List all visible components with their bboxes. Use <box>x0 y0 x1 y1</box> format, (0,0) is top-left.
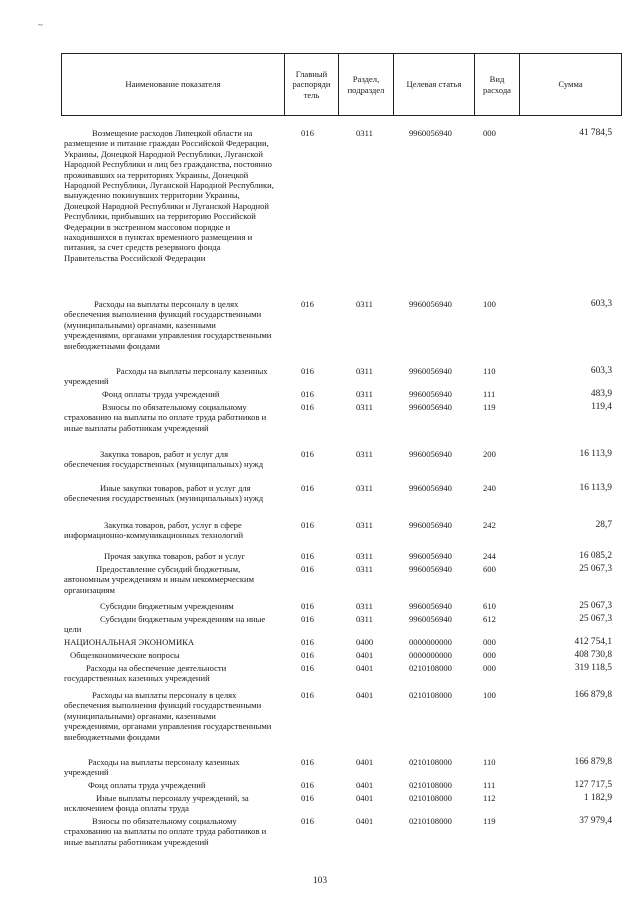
row-cs: 9960056940 <box>409 520 452 530</box>
row-cs: 0210108000 <box>409 757 452 767</box>
row-vr: 100 <box>483 299 496 309</box>
row-name: Закупка товаров, работ, услуг в сфере информационно-коммуникационных технологий <box>64 520 244 541</box>
row-razdel: 0401 <box>356 650 374 660</box>
row-cs: 0210108000 <box>409 780 452 790</box>
row-razdel: 0311 <box>356 299 373 309</box>
row-glav: 016 <box>301 402 314 412</box>
row-vr: 100 <box>483 690 496 700</box>
row-sum: 16 113,9 <box>579 449 612 459</box>
row-sum: 119,4 <box>591 402 612 412</box>
row-vr: 000 <box>483 663 496 673</box>
row-cs: 9960056940 <box>409 389 452 399</box>
row-cs: 9960056940 <box>409 564 452 574</box>
row-name: Иные закупки товаров, работ и услуг для обеспечения государственных (муниципальных) нужд <box>64 483 264 504</box>
row-sum: 166 879,8 <box>574 757 612 767</box>
table-header <box>61 53 622 116</box>
row-name: Взносы по обязательному социальному страхованию на выплаты по оплате труда работников и иные выплаты работникам учреждений <box>64 402 267 433</box>
row-glav: 016 <box>301 551 314 561</box>
row-razdel: 0311 <box>356 520 373 530</box>
row-razdel: 0401 <box>356 780 374 790</box>
row-glav: 016 <box>301 757 314 767</box>
row-razdel: 0311 <box>356 402 373 412</box>
row-name: Расходы на выплаты персоналу казенных учреждений <box>64 757 240 778</box>
row-sum: 16 085,2 <box>579 551 612 561</box>
row-cs: 0210108000 <box>409 793 452 803</box>
row-name: Фонд оплаты труда учреждений <box>102 389 220 399</box>
row-sum: 127 717,5 <box>574 780 612 790</box>
row-cs: 0000000000 <box>409 637 452 647</box>
row-glav: 016 <box>301 780 314 790</box>
row-sum: 25 067,3 <box>579 601 612 611</box>
row-razdel: 0401 <box>356 816 374 826</box>
row-razdel: 0311 <box>356 601 373 611</box>
row-razdel: 0401 <box>356 757 374 767</box>
row-cs: 9960056940 <box>409 402 452 412</box>
row-cs: 9960056940 <box>409 128 452 138</box>
row-cs: 9960056940 <box>409 551 452 561</box>
row-razdel: 0311 <box>356 614 373 624</box>
row-name: Иные выплаты персоналу учреждений, за исключением фонда оплаты труда <box>64 793 249 814</box>
row-sum: 166 879,8 <box>574 690 612 700</box>
row-cs: 9960056940 <box>409 601 452 611</box>
row-glav: 016 <box>301 816 314 826</box>
row-cs: 0210108000 <box>409 816 452 826</box>
row-cs: 9960056940 <box>409 449 452 459</box>
header-razdel: Раздел, подраздел <box>339 54 394 115</box>
row-vr: 110 <box>483 366 496 376</box>
corner-mark: ~ <box>38 20 43 30</box>
row-vr: 000 <box>483 128 496 138</box>
row-vr: 111 <box>483 780 496 790</box>
row-glav: 016 <box>301 793 314 803</box>
row-cs: 9960056940 <box>409 614 452 624</box>
row-glav: 016 <box>301 663 314 673</box>
row-sum: 41 784,5 <box>579 128 612 138</box>
row-vr: 000 <box>483 650 496 660</box>
row-name: Субсидии бюджетным учреждениям на иные цели <box>64 614 266 635</box>
row-vr: 112 <box>483 793 496 803</box>
row-vr: 244 <box>483 551 496 561</box>
row-glav: 016 <box>301 601 314 611</box>
row-name: Предоставление субсидий бюджетным, автономным учреждениям и иным некоммерческим организациям <box>64 564 255 595</box>
row-razdel: 0400 <box>356 637 374 647</box>
row-razdel: 0401 <box>356 690 374 700</box>
row-name: Субсидии бюджетным учреждениям <box>100 601 234 611</box>
row-name: Расходы на выплаты персоналу в целях обеспечения выполнения функций государственными (муниципальными) органами, казенными учреждениями, органами управления государственными внебюджетными фондами <box>64 299 272 351</box>
row-sum: 28,7 <box>595 520 612 530</box>
row-vr: 119 <box>483 402 496 412</box>
row-vr: 200 <box>483 449 496 459</box>
row-cs: 9960056940 <box>409 366 452 376</box>
row-name: Общеэкономические вопросы <box>70 650 180 660</box>
row-cs: 0000000000 <box>409 650 452 660</box>
row-name: НАЦИОНАЛЬНАЯ ЭКОНОМИКА <box>64 637 195 647</box>
row-glav: 016 <box>301 690 314 700</box>
row-vr: 612 <box>483 614 496 624</box>
row-name: Закупка товаров, работ и услуг для обеспечения государственных (муниципальных) нужд <box>64 449 264 470</box>
row-cs: 0210108000 <box>409 663 452 673</box>
header-vr: Вид расхода <box>475 54 520 115</box>
row-vr: 242 <box>483 520 496 530</box>
row-glav: 016 <box>301 449 314 459</box>
row-razdel: 0311 <box>356 564 373 574</box>
header-name: Наименование показателя <box>62 54 285 115</box>
row-sum: 1 182,9 <box>583 793 612 803</box>
header-glav: Главный распоряди тель <box>285 54 339 115</box>
row-vr: 600 <box>483 564 496 574</box>
row-glav: 016 <box>301 564 314 574</box>
row-name: Прочая закупка товаров, работ и услуг <box>104 551 246 561</box>
row-sum: 37 979,4 <box>579 816 612 826</box>
row-razdel: 0401 <box>356 663 374 673</box>
row-vr: 240 <box>483 483 496 493</box>
row-razdel: 0311 <box>356 366 373 376</box>
row-glav: 016 <box>301 389 314 399</box>
row-name: Возмещение расходов Липецкой области на размещение и питание граждан Российской Федерации, Украины, Донецкой Народной Республики, Луганской Народной Республики и лиц без гражданства, постоянно проживавших на территориях Украины, Донецкой Народной Республики, Луганской Народной Республики, вынужденно покинувших территории Украины, Донецкой Народной Республики и Луганской Народной Республики, прибывших на территорию Российской Федерации в экстренном массовом порядке и находившихся в пунктах временного размещения и питания, за счет средств резервного фонда Правительства Российской Федерации <box>64 128 274 263</box>
row-cs: 0210108000 <box>409 690 452 700</box>
row-vr: 110 <box>483 757 496 767</box>
row-name: Взносы по обязательному социальному страхованию на выплаты по оплате труда работников и иные выплаты работникам учреждений <box>64 816 267 847</box>
row-sum: 412 754,1 <box>574 637 612 647</box>
row-sum: 603,3 <box>590 299 612 309</box>
row-name: Расходы на выплаты персоналу казенных учреждений <box>64 366 268 387</box>
row-razdel: 0311 <box>356 483 373 493</box>
row-glav: 016 <box>301 637 314 647</box>
row-name: Расходы на обеспечение деятельности государственных казенных учреждений <box>64 663 227 684</box>
row-sum: 25 067,3 <box>579 564 612 574</box>
row-razdel: 0311 <box>356 389 373 399</box>
row-glav: 016 <box>301 520 314 530</box>
row-vr: 610 <box>483 601 496 611</box>
header-sum: Сумма <box>558 79 583 90</box>
row-vr: 111 <box>483 389 496 399</box>
row-cs: 9960056940 <box>409 299 452 309</box>
row-sum: 25 067,3 <box>579 614 612 624</box>
row-cs: 9960056940 <box>409 483 452 493</box>
page-number: 103 <box>312 876 328 886</box>
row-glav: 016 <box>301 614 314 624</box>
row-glav: 016 <box>301 128 314 138</box>
row-glav: 016 <box>301 299 314 309</box>
row-razdel: 0311 <box>356 128 373 138</box>
row-glav: 016 <box>301 650 314 660</box>
row-razdel: 0311 <box>356 449 373 459</box>
row-sum: 319 118,5 <box>574 663 612 673</box>
row-sum: 483,9 <box>590 389 612 399</box>
row-vr: 119 <box>483 816 496 826</box>
row-sum: 603,3 <box>590 366 612 376</box>
row-razdel: 0401 <box>356 793 374 803</box>
row-name: Расходы на выплаты персоналу в целях обеспечения выполнения функций государственными (муниципальными) органами, казенными учреждениями, органами управления государственными внебюджетными фондами <box>64 690 272 742</box>
row-name: Фонд оплаты труда учреждений <box>88 780 206 790</box>
row-razdel: 0311 <box>356 551 373 561</box>
row-glav: 016 <box>301 366 314 376</box>
row-vr: 000 <box>483 637 496 647</box>
header-cs: Целевая статья <box>394 54 475 115</box>
row-sum: 16 113,9 <box>579 483 612 493</box>
row-glav: 016 <box>301 483 314 493</box>
row-sum: 408 730,8 <box>574 650 612 660</box>
